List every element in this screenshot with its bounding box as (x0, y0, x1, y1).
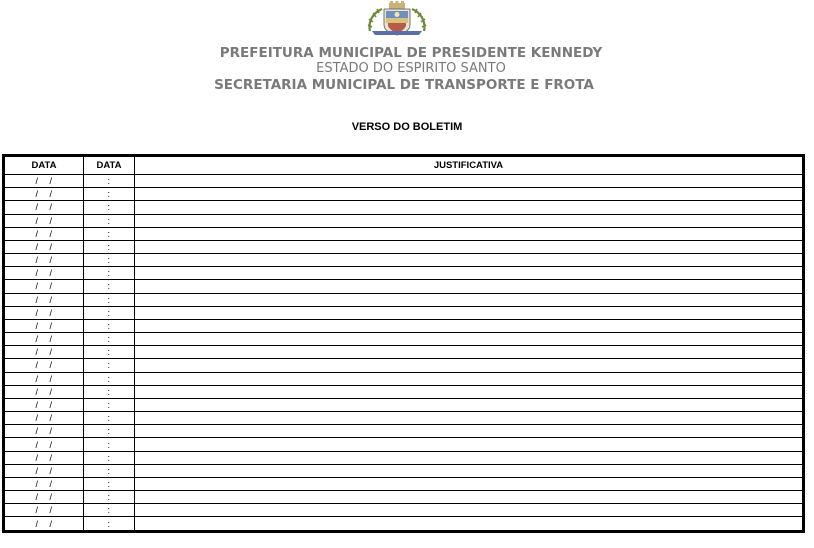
date-cell[interactable]: / / (5, 227, 84, 240)
date-cell[interactable]: / / (5, 254, 84, 267)
column-header-time: DATA (84, 157, 135, 175)
table-row (5, 504, 803, 517)
date-cell[interactable]: / / (5, 504, 84, 517)
justification-cell[interactable] (135, 214, 803, 227)
time-cell[interactable]: : (84, 504, 135, 517)
column-header-date: DATA (5, 157, 84, 175)
justification-cell[interactable] (135, 254, 803, 267)
time-cell[interactable]: : (84, 517, 135, 531)
justification-cell[interactable] (135, 175, 803, 188)
time-cell[interactable]: : (84, 451, 135, 464)
time-cell[interactable]: : (84, 477, 135, 490)
table-row (5, 175, 803, 188)
table-row (5, 517, 803, 531)
table-row (5, 425, 803, 438)
table-header-row (5, 157, 803, 175)
time-cell[interactable]: : (84, 214, 135, 227)
time-cell[interactable]: : (84, 359, 135, 372)
table-row (5, 201, 803, 214)
date-cell[interactable]: / / (5, 201, 84, 214)
date-cell[interactable]: / / (5, 412, 84, 425)
state-title: ESTADO DO ESPIRITO SANTO (316, 61, 506, 76)
municipality-title: PREFEITURA MUNICIPAL DE PRESIDENTE KENNEDY (219, 45, 603, 61)
justification-table-frame (2, 154, 805, 533)
document-subtitle: VERSO DO BOLETIM (351, 121, 463, 133)
date-cell[interactable]: / / (5, 385, 84, 398)
time-cell[interactable]: : (84, 240, 135, 253)
justification-cell[interactable] (135, 293, 803, 306)
time-cell[interactable]: : (84, 438, 135, 451)
date-cell[interactable]: / / (5, 398, 84, 411)
table-row (5, 491, 803, 504)
justification-cell[interactable] (135, 504, 803, 517)
time-cell[interactable]: : (84, 412, 135, 425)
time-cell[interactable]: : (84, 333, 135, 346)
date-cell[interactable]: / / (5, 188, 84, 201)
time-cell[interactable]: : (84, 319, 135, 332)
table-row (5, 372, 803, 385)
time-cell[interactable]: : (84, 306, 135, 319)
justification-cell[interactable] (135, 412, 803, 425)
department-title: SECRETARIA MUNICIPAL DE TRANSPORTE E FROTA (214, 77, 594, 93)
justification-cell[interactable] (135, 346, 803, 359)
date-cell[interactable]: / / (5, 293, 84, 306)
date-cell[interactable]: / / (5, 280, 84, 293)
time-cell[interactable]: : (84, 280, 135, 293)
date-cell[interactable]: / / (5, 240, 84, 253)
date-cell[interactable]: / / (5, 451, 84, 464)
justification-cell[interactable] (135, 201, 803, 214)
date-cell[interactable]: / / (5, 214, 84, 227)
date-cell[interactable]: / / (5, 346, 84, 359)
date-cell[interactable]: / / (5, 306, 84, 319)
time-cell[interactable]: : (84, 293, 135, 306)
date-cell[interactable]: / / (5, 333, 84, 346)
time-cell[interactable]: : (84, 385, 135, 398)
justification-cell[interactable] (135, 359, 803, 372)
justification-cell[interactable] (135, 188, 803, 201)
table-row (5, 451, 803, 464)
time-cell[interactable]: : (84, 201, 135, 214)
table-row (5, 385, 803, 398)
table-row (5, 359, 803, 372)
justification-cell[interactable] (135, 267, 803, 280)
date-cell[interactable]: / / (5, 267, 84, 280)
table-row (5, 464, 803, 477)
date-cell[interactable]: / / (5, 175, 84, 188)
table-row (5, 306, 803, 319)
table-row (5, 254, 803, 267)
justification-cell[interactable] (135, 319, 803, 332)
date-cell[interactable]: / / (5, 425, 84, 438)
justification-cell[interactable] (135, 333, 803, 346)
table-row (5, 346, 803, 359)
municipal-coat-of-arms-icon (364, 1, 430, 37)
time-cell[interactable]: : (84, 425, 135, 438)
date-cell[interactable]: / / (5, 438, 84, 451)
time-cell[interactable]: : (84, 398, 135, 411)
justification-table (4, 156, 803, 531)
time-cell[interactable]: : (84, 188, 135, 201)
time-cell[interactable]: : (84, 175, 135, 188)
justification-cell[interactable] (135, 451, 803, 464)
table-row (5, 227, 803, 240)
time-cell[interactable]: : (84, 491, 135, 504)
column-header-justification: JUSTIFICATIVA (135, 157, 803, 175)
date-cell[interactable]: / / (5, 464, 84, 477)
time-cell[interactable]: : (84, 464, 135, 477)
time-cell[interactable]: : (84, 227, 135, 240)
table-row (5, 398, 803, 411)
justification-cell[interactable] (135, 306, 803, 319)
justification-cell[interactable] (135, 425, 803, 438)
table-row (5, 293, 803, 306)
justification-cell[interactable] (135, 464, 803, 477)
justification-cell[interactable] (135, 280, 803, 293)
justification-cell[interactable] (135, 491, 803, 504)
justification-cell[interactable] (135, 398, 803, 411)
justification-cell[interactable] (135, 477, 803, 490)
date-cell[interactable]: / / (5, 372, 84, 385)
table-row (5, 412, 803, 425)
justification-cell[interactable] (135, 438, 803, 451)
date-cell[interactable]: / / (5, 517, 84, 531)
table-row (5, 267, 803, 280)
time-cell[interactable]: : (84, 346, 135, 359)
justification-cell[interactable] (135, 385, 803, 398)
justification-cell[interactable] (135, 372, 803, 385)
table-row (5, 240, 803, 253)
justification-cell[interactable] (135, 240, 803, 253)
table-row (5, 477, 803, 490)
justification-cell[interactable] (135, 517, 803, 531)
date-cell[interactable]: / / (5, 359, 84, 372)
table-row (5, 188, 803, 201)
table-row (5, 214, 803, 227)
table-row (5, 438, 803, 451)
table-row (5, 319, 803, 332)
time-cell[interactable]: : (84, 254, 135, 267)
date-cell[interactable]: / / (5, 477, 84, 490)
date-cell[interactable]: / / (5, 491, 84, 504)
date-cell[interactable]: / / (5, 319, 84, 332)
time-cell[interactable]: : (84, 372, 135, 385)
table-row (5, 333, 803, 346)
table-row (5, 280, 803, 293)
time-cell[interactable]: : (84, 267, 135, 280)
justification-cell[interactable] (135, 227, 803, 240)
